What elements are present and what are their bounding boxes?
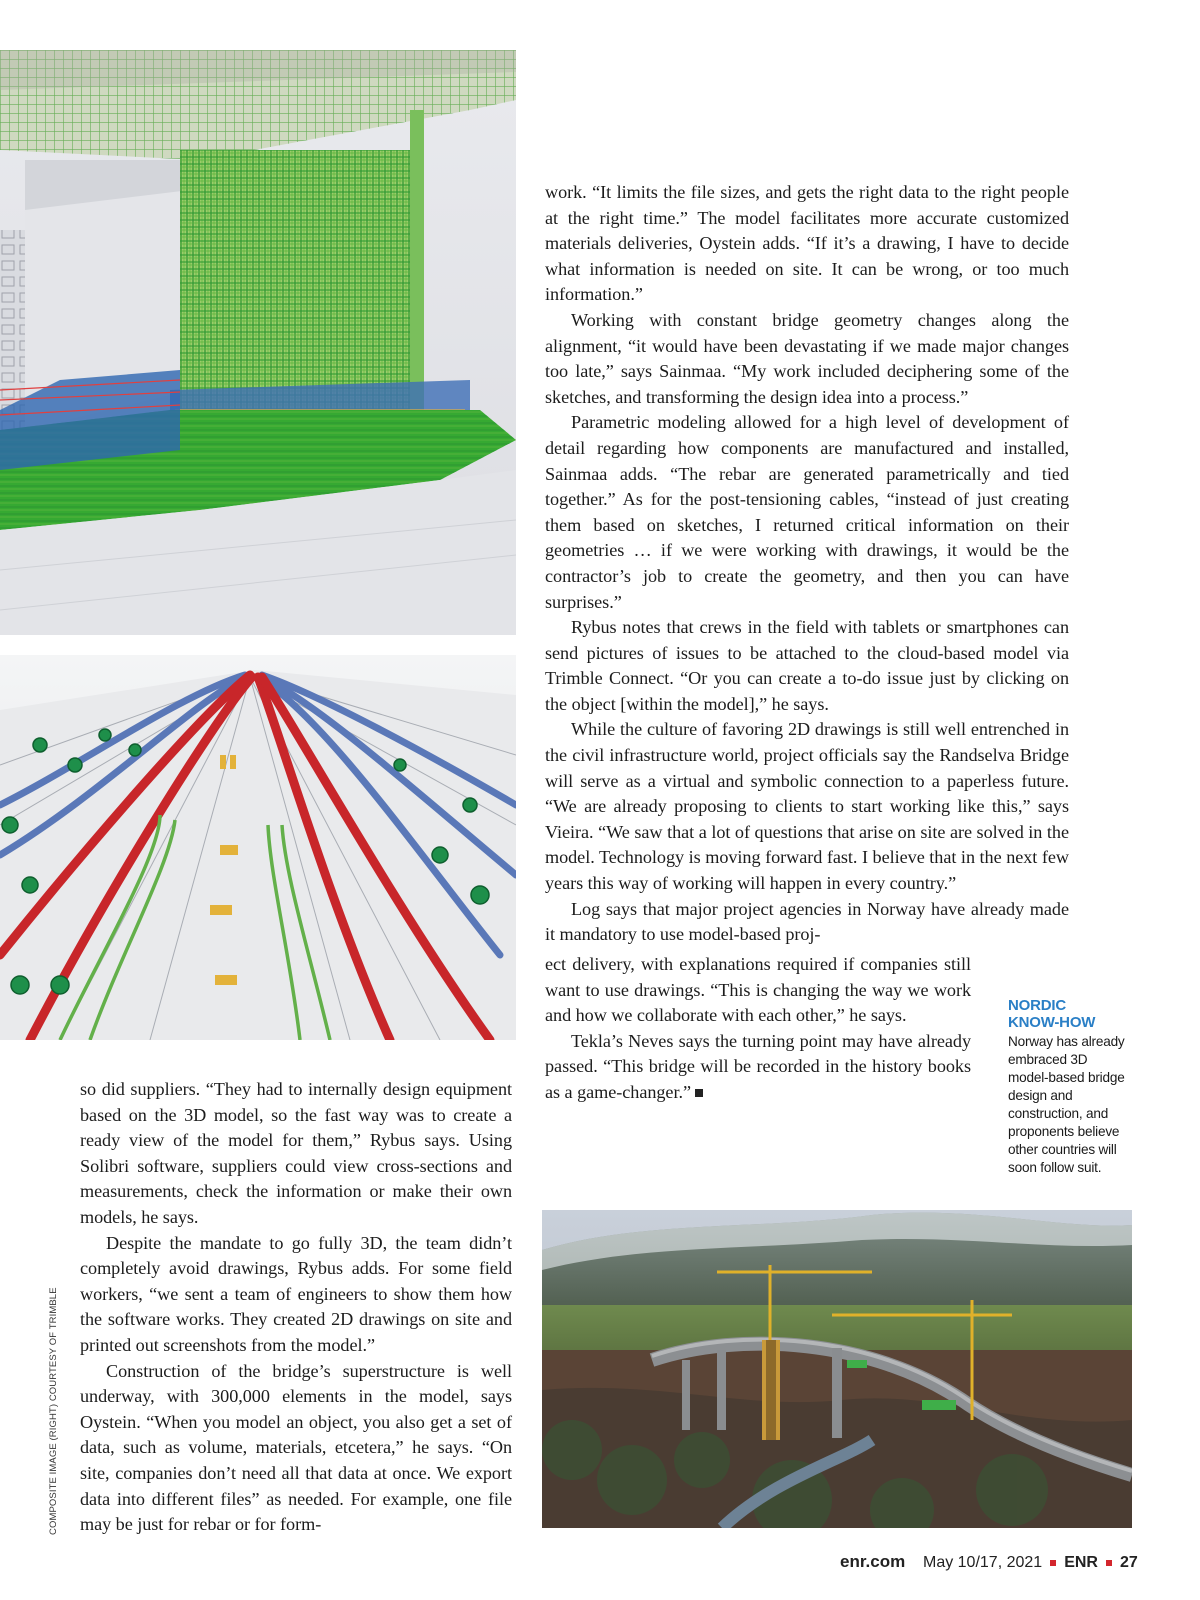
- sidebar-caption: [1008, 998, 1128, 1177]
- paragraph: While the culture of favoring 2D drawings is still well entrenched in the civil infrastructure world, project officials say the Randselva Bridge will serve as a virtual and symbolic connection to a paperless future. “We are already proposing to clients to start working like this,” says Vieira. “We saw that a lot of questions that arise on site are solved in the model. Technology is moving forward fast. I believe that in the next few years this way of working will happen in every country.”: [545, 719, 1069, 894]
- paragraph: Working with constant bridge geometry changes along the alignment, “it would have been devastating if we made major changes too late,” says Sainmaa. “My work included deciphering some of the sketches, and transforming the design idea into a process.”: [545, 309, 1069, 407]
- sidebar-heading-line2: KNOW-HOW: [1008, 1013, 1096, 1031]
- article-column-right-narrow: [545, 952, 971, 1106]
- article-column-left: [80, 1077, 512, 1538]
- paragraph-final-text: Tekla’s Neves says the turning point may have already passed. “This bridge will be recorded in the history books as a game-changer.”: [545, 1030, 971, 1102]
- paragraph: Parametric modeling allowed for a high level of development of detail regarding how components are manufactured and installed, Sainmaa adds. “The rebar are generated parametrically and tied together.” As for the post-tensioning cables, “instead of just creating them based on sketches, I returned critical information on their geometries … if we were working with drawings, it would be the contractor’s job to create the geometry, and then you can have surprises.”: [545, 412, 1069, 612]
- footer-brand: ENR: [1064, 1554, 1098, 1571]
- footer-site[interactable]: enr.com: [840, 1552, 906, 1571]
- article-column-right: [545, 180, 1069, 948]
- page-footer: [840, 1552, 1138, 1572]
- paragraph-final: [545, 1029, 971, 1106]
- image-credit: COMPOSITE IMAGE (RIGHT) COURTESY OF TRIMBLE: [48, 1287, 59, 1535]
- paragraph: so did suppliers. “They had to internally design equipment based on the 3D model, so the fast way was to create a ready view of the model for them,” Rybus says. Using Solibri software, suppliers could view cross-sections and measurements, check the information or make their own models, he says.: [80, 1079, 512, 1227]
- paragraph: Rybus notes that crews in the field with tablets or smartphones can send pictures of issues to be attached to the cloud-based model via Trimble Connect. “Or you can create a to-do issue just by clicking on the object [within the model],” he says.: [545, 617, 1069, 714]
- paragraph: Log says that major project agencies in Norway have already made it mandatory to use model-based proj-: [545, 898, 1069, 945]
- end-mark-icon: [695, 1089, 703, 1097]
- rebar-model-image: [0, 50, 516, 635]
- footer-date: May 10/17, 2021: [922, 1554, 1043, 1571]
- sidebar-body: Norway has already embraced 3D model-based bridge design and construction, and proponents believe other countries will soon follow suit.: [1008, 1034, 1125, 1175]
- page-number: 27: [1119, 1554, 1138, 1571]
- separator-square-icon: [1106, 1560, 1112, 1566]
- paragraph: Despite the mandate to go fully 3D, the team didn’t completely avoid drawings, Rybus adds. For some field workers, “we sent a team of engineers to show them how the software works. They created 2D drawings on site and printed out screenshots from the model.”: [80, 1232, 512, 1355]
- paragraph: ect delivery, with explanations required if companies still want to use drawings. “This is changing the way we work and how we collaborate with each other,” he says.: [545, 954, 971, 1026]
- sidebar-heading-line1: NORDIC: [1008, 997, 1066, 1014]
- paragraph: work. “It limits the file sizes, and gets the right data to the right people at the right time.” The model facilitates more accurate customized materials deliveries, Oystein adds. “If it’s a drawing, I have to decide what information is needed on site. It can be wrong, or too much information.”: [545, 182, 1069, 305]
- separator-square-icon: [1050, 1560, 1056, 1566]
- paragraph: Construction of the bridge’s superstructure is well underway, with 300,000 elements in the model, says Oystein. “When you model an object, you also get a set of data, such as volume, materials, etcetera,” he says. “On site, companies don’t need all that data at once. We export data into different files” as needed. For example, one file may be just for rebar or for form-: [80, 1360, 512, 1535]
- tendon-model-image: [0, 655, 516, 1040]
- bridge-aerial-photo: [542, 1210, 1132, 1528]
